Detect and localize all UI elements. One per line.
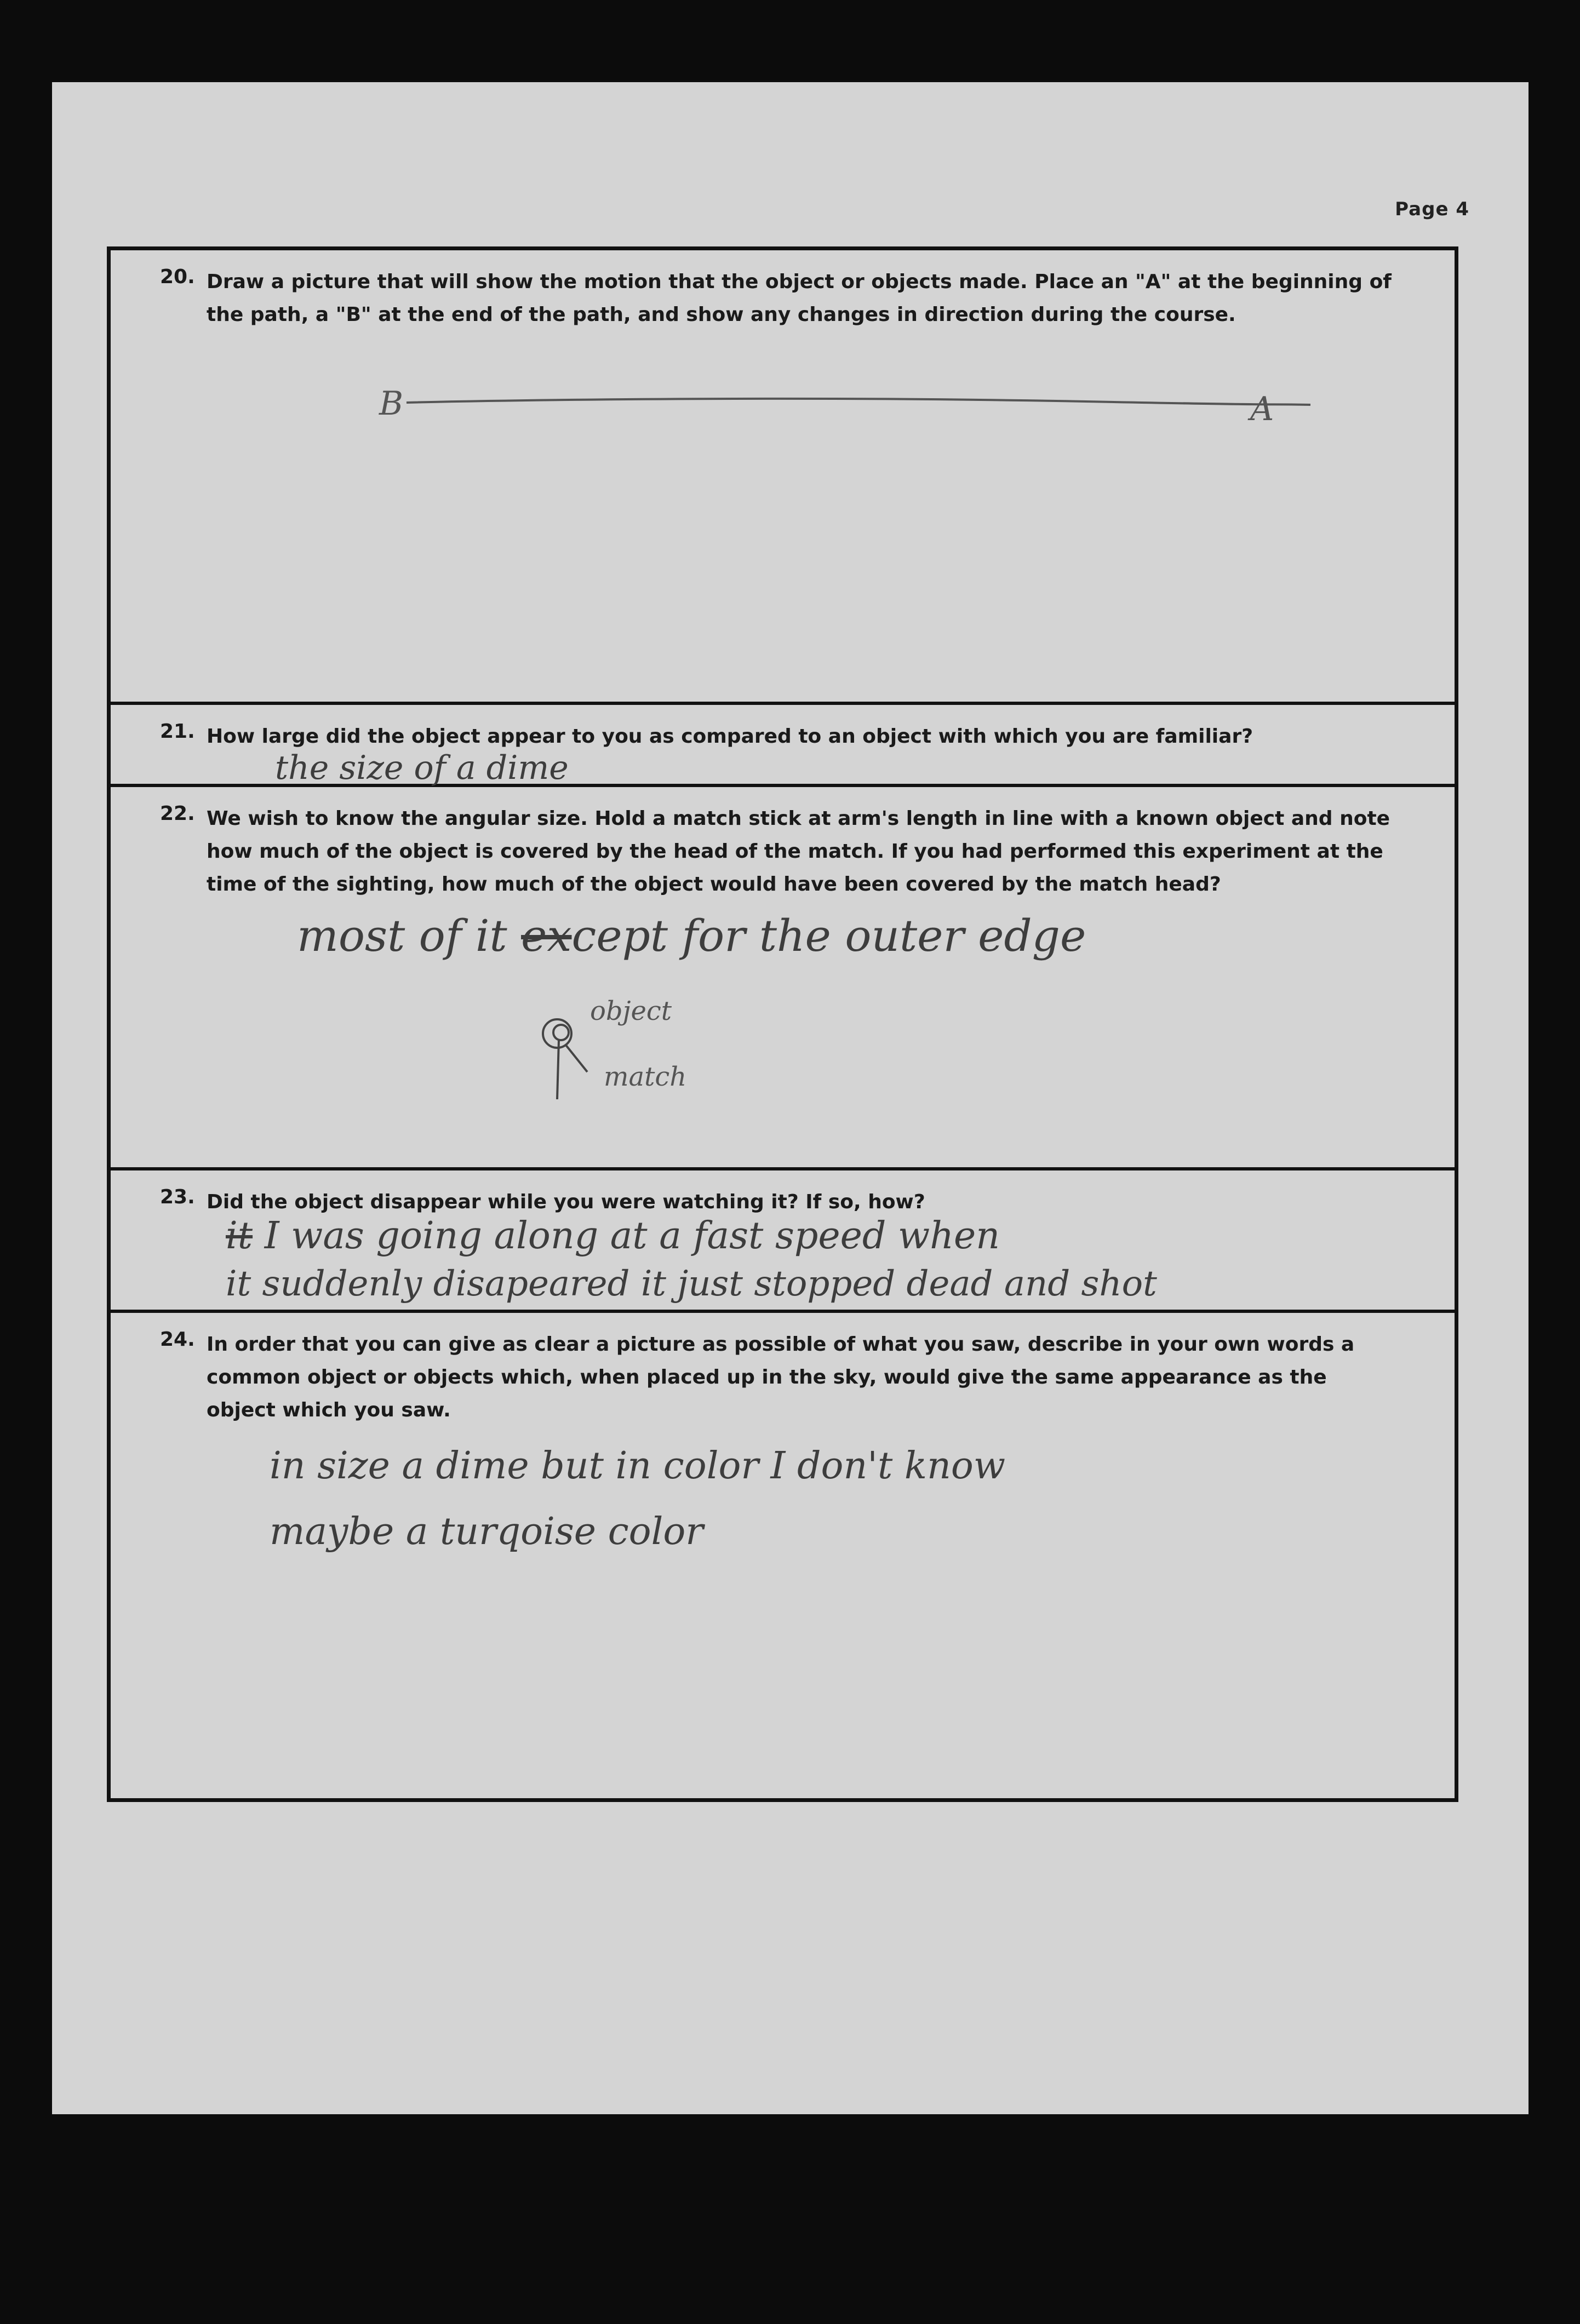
question-22 [111, 787, 1455, 1170]
handwritten-answer-line-1: it I was going along at a fast speed when [226, 1214, 1000, 1258]
question-number: 24. [160, 1328, 195, 1351]
question-text: We wish to know the angular size. Hold a match stick at arm's length in line with a known object and note how much of the object is covered by the head of the match. If you had performed this experiment at the time of the sighting, how much of the object would have been covered by the match head? [207, 807, 1390, 896]
questionnaire-form [107, 246, 1458, 1802]
sketch-label-b: B [379, 385, 404, 423]
question-text: Did the object disappear while you were watching it? If so, how? [207, 1191, 925, 1213]
handwritten-answer-line-2: maybe a turqoise color [270, 1510, 703, 1553]
label-match: match [604, 1061, 687, 1092]
label-object: object [590, 996, 672, 1026]
handwritten-answer: most of it except for the outer edge [297, 910, 1086, 961]
question-number: 23. [160, 1186, 195, 1208]
question-text: How large did the object appear to you as compared to an object with which you are familiar? [207, 725, 1253, 748]
question-text: Draw a picture that will show the motion that the object or objects made. Place an "A" at the beginning of the path, a "B" at the end of the path, and show any changes in direction during the course. [207, 271, 1392, 326]
question-20 [111, 250, 1455, 705]
object-circle [543, 1019, 571, 1048]
handwritten-answer-line-1: in size a dime but in color I don't know [270, 1444, 1006, 1488]
handwritten-answer: the size of a dime [275, 749, 569, 787]
question-24 [111, 1313, 1455, 1800]
handwritten-answer-line-2: it suddenly disapeared it just stopped dead and shot [226, 1264, 1157, 1304]
sketch-label-a: A [1250, 390, 1274, 428]
motion-path-line [407, 399, 1310, 405]
document-page [52, 82, 1529, 2114]
question-text: In order that you can give as clear a picture as possible of what you saw, describe in your own words a common object or objects which, when placed up in the sky, would give the same appearance as the object which you saw. [207, 1333, 1355, 1421]
question-23 [111, 1170, 1455, 1313]
question-21 [111, 705, 1455, 787]
question-number: 22. [160, 802, 195, 825]
match-object-sketch [527, 990, 856, 1132]
question-number: 21. [160, 720, 195, 743]
question-number: 20. [160, 266, 195, 288]
match-stick [557, 1040, 559, 1099]
page-number: Page 4 [1395, 198, 1469, 220]
match-pointer [565, 1045, 587, 1072]
motion-path-sketch [374, 371, 1332, 437]
match-head [553, 1025, 569, 1040]
